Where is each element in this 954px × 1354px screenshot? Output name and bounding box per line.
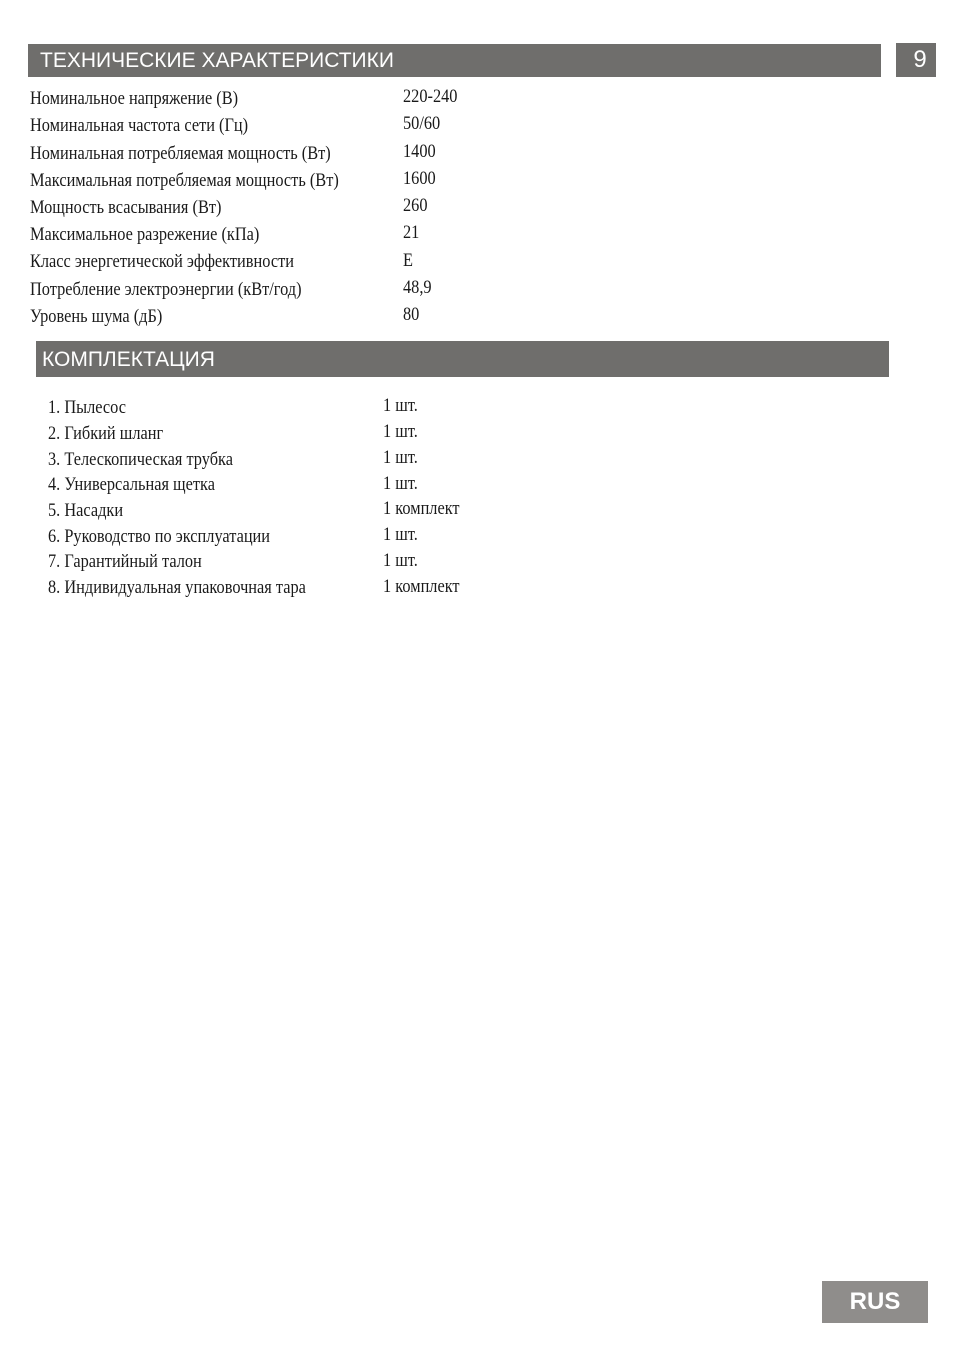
spec-value: E (403, 250, 413, 271)
spec-value: 260 (403, 195, 428, 216)
spec-label: Номинальное напряжение (В) (30, 88, 239, 109)
spec-label: Максимальное разрежение (кПа) (30, 224, 260, 245)
list-item-label: 2. Гибкий шланг (48, 423, 164, 444)
language-badge: RUS (822, 1281, 928, 1323)
spec-value: 220-240 (403, 86, 458, 107)
page-number: 9 (896, 43, 936, 77)
list-item-quantity: 1 шт. (383, 524, 418, 545)
section-title-tech-specs: ТЕХНИЧЕСКИЕ ХАРАКТЕРИСТИКИ (40, 49, 394, 72)
spec-value: 50/60 (403, 113, 441, 134)
spec-value: 80 (403, 304, 420, 325)
list-item-quantity: 1 шт. (383, 421, 418, 442)
list-item-label: 5. Насадки (48, 500, 124, 521)
list-item-label: 8. Индивидуальная упаковочная тара (48, 577, 306, 598)
list-item-quantity: 1 шт. (383, 447, 418, 468)
spec-label: Максимальная потребляемая мощность (Вт) (30, 170, 339, 191)
spec-value: 1400 (403, 141, 436, 162)
spec-value: 21 (403, 222, 420, 243)
spec-label: Мощность всасывания (Вт) (30, 197, 222, 218)
spec-value: 1600 (403, 168, 436, 189)
spec-value: 48,9 (403, 277, 432, 298)
spec-label: Потребление электроэнергии (кВт/год) (30, 279, 302, 300)
section-header-package-contents (36, 341, 889, 377)
section-title-package-contents: КОМПЛЕКТАЦИЯ (42, 347, 215, 371)
spec-label: Класс энергетической эффективности (30, 251, 294, 272)
section-header-tech-specs (28, 44, 881, 77)
list-item-label: 7. Гарантийный талон (48, 551, 202, 572)
list-item-quantity: 1 комплект (383, 498, 460, 519)
list-item-label: 1. Пылесос (48, 397, 127, 418)
list-item-label: 3. Телескопическая трубка (48, 449, 233, 470)
spec-label: Уровень шума (дБ) (30, 306, 163, 327)
list-item-quantity: 1 комплект (383, 576, 460, 597)
list-item-quantity: 1 шт. (383, 395, 418, 416)
list-item-quantity: 1 шт. (383, 550, 418, 571)
spec-label: Номинальная потребляемая мощность (Вт) (30, 143, 331, 164)
list-item-label: 4. Универсальная щетка (48, 474, 215, 495)
list-item-label: 6. Руководство по эксплуатации (48, 526, 271, 547)
spec-label: Номинальная частота сети (Гц) (30, 115, 249, 136)
list-item-quantity: 1 шт. (383, 473, 418, 494)
